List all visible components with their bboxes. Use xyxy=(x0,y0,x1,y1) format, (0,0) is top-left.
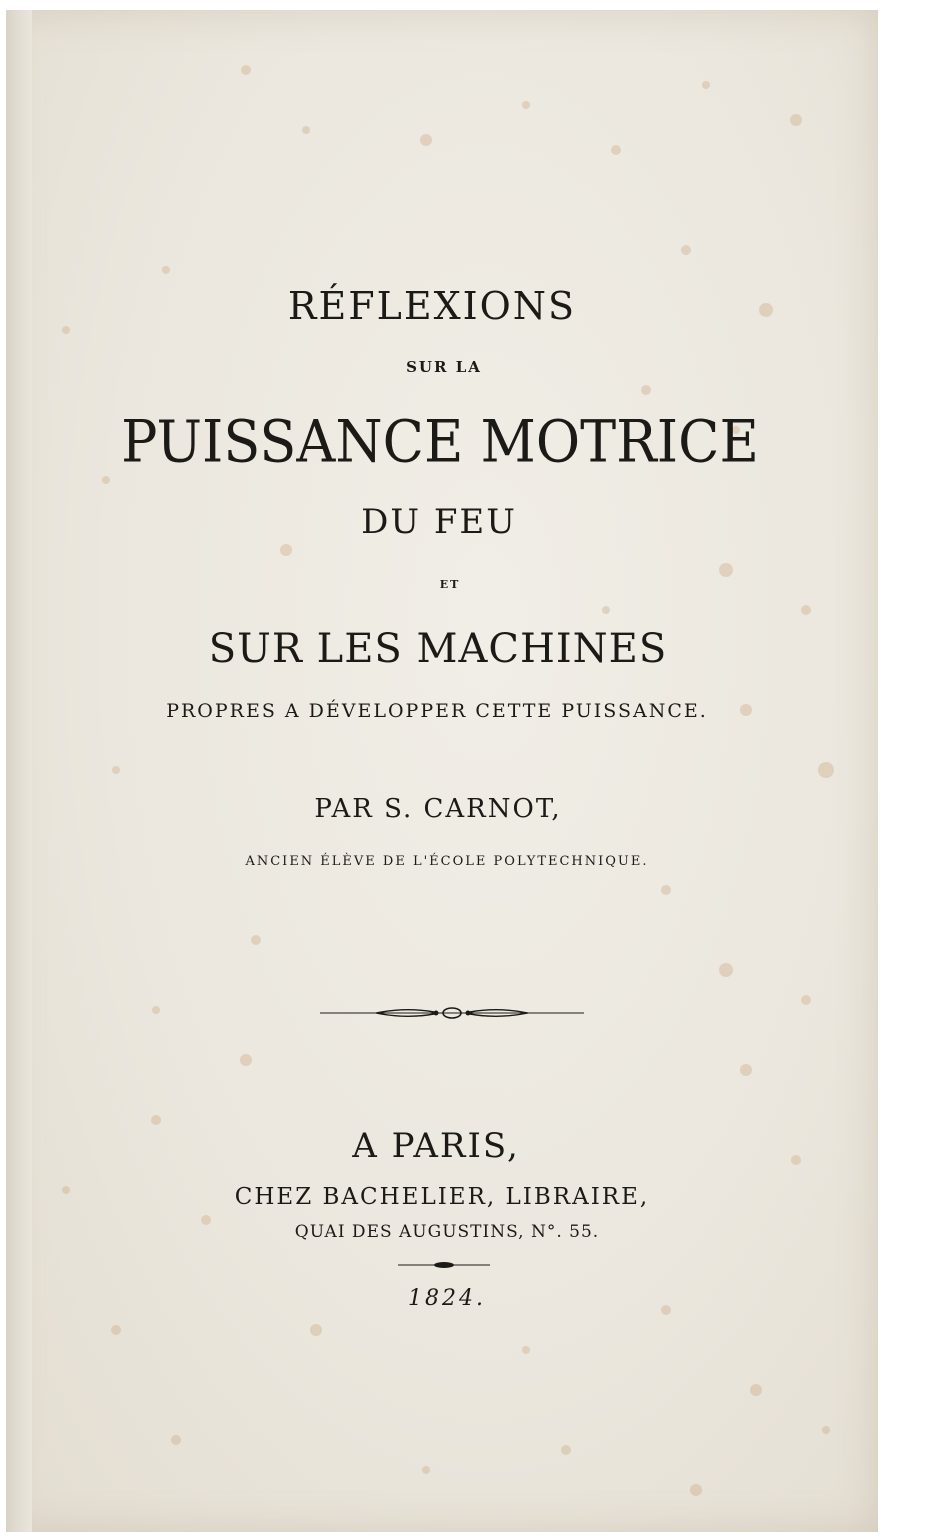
double-line-ornament xyxy=(316,1004,588,1022)
publisher-address: QUAI DES AUGUSTINS, N°. 55. xyxy=(294,1222,600,1242)
title-sur-la: SUR LA xyxy=(406,358,482,376)
title-sur-les-machines: SUR LES MACHINES xyxy=(208,626,668,672)
title-puissance-motrice: PUISSANCE MOTRICE xyxy=(121,407,759,476)
place-paris: A PARIS, xyxy=(352,1126,520,1166)
publisher-line: CHEZ BACHELIER, LIBRAIRE, xyxy=(234,1184,650,1210)
title-du-feu: DU FEU xyxy=(361,502,517,542)
title-et: ET xyxy=(439,578,461,591)
title-propres: PROPRES A DÉVELOPPER CETTE PUISSANCE. xyxy=(166,700,708,722)
publication-year: 1824. xyxy=(408,1286,486,1311)
author-credential: ANCIEN ÉLÈVE DE L'ÉCOLE POLYTECHNIQUE. xyxy=(245,854,649,869)
title-reflexions: RÉFLEXIONS xyxy=(287,284,577,328)
small-rule-ornament xyxy=(396,1260,492,1270)
author-line: PAR S. CARNOT, xyxy=(314,794,562,824)
title-page xyxy=(6,10,878,1532)
